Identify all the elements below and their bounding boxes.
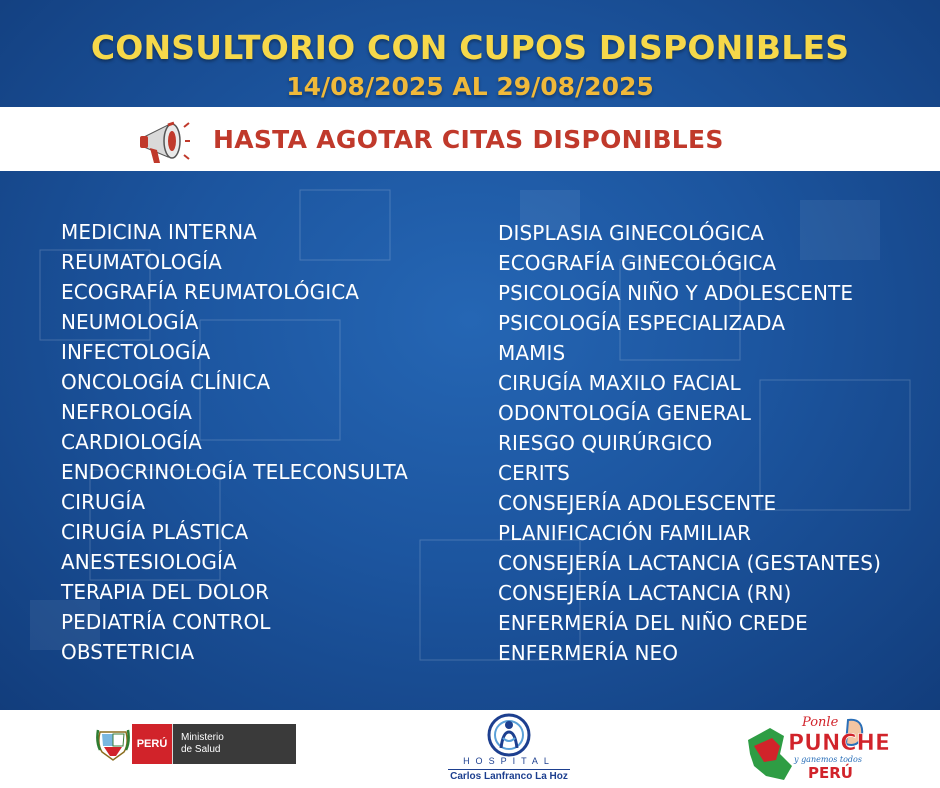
banner-text: HASTA AGOTAR CITAS DISPONIBLES xyxy=(213,125,724,154)
notice-banner xyxy=(0,107,940,171)
service-item: REUMATOLOGÍA xyxy=(61,250,222,274)
service-item: ONCOLOGÍA CLÍNICA xyxy=(61,370,271,394)
service-item: ECOGRAFÍA REUMATOLÓGICA xyxy=(61,280,360,304)
hospital-word: HOSPITAL xyxy=(463,756,555,766)
service-item: ENFERMERÍA NEO xyxy=(498,641,679,665)
hospital-emblem-icon xyxy=(483,712,535,758)
service-item: OBSTETRICIA xyxy=(61,640,195,664)
logo-footer xyxy=(0,710,940,788)
service-item: CARDIOLOGÍA xyxy=(61,430,202,454)
service-item: CONSEJERÍA LACTANCIA (GESTANTES) xyxy=(498,551,881,575)
service-item: PLANIFICACIÓN FAMILIAR xyxy=(498,521,752,545)
service-item: ECOGRAFÍA GINECOLÓGICA xyxy=(498,251,777,275)
peru-label: PERÚ xyxy=(132,724,172,764)
ministry-line-2: de Salud xyxy=(181,744,221,755)
minsa-logo xyxy=(96,724,296,764)
service-item: MAMIS xyxy=(498,341,566,365)
service-item: ENDOCRINOLOGÍA TELECONSULTA xyxy=(61,460,408,484)
service-item: PEDIATRÍA CONTROL xyxy=(61,610,271,634)
service-item: ENFERMERÍA DEL NIÑO CREDE xyxy=(498,611,808,635)
date-range: 14/08/2025 AL 29/08/2025 xyxy=(286,72,654,101)
service-item: ODONTOLOGÍA GENERAL xyxy=(498,401,751,425)
service-item: RIESGO QUIRÚRGICO xyxy=(498,431,713,455)
services-list-left xyxy=(61,219,408,669)
service-item: CIRUGÍA xyxy=(61,490,146,514)
service-item: PSICOLOGÍA ESPECIALIZADA xyxy=(498,311,786,335)
service-item: CONSEJERÍA ADOLESCENTE xyxy=(498,491,777,515)
service-item: ANESTESIOLOGÍA xyxy=(61,550,237,574)
service-item: MEDICINA INTERNA xyxy=(61,220,257,244)
campaign-ponle: Ponle xyxy=(802,715,839,730)
service-item: INFECTOLOGÍA xyxy=(61,340,211,364)
service-item: TERAPIA DEL DOLOR xyxy=(61,580,270,604)
service-item: NEFROLOGÍA xyxy=(61,400,192,424)
ponle-punche-logo xyxy=(740,710,890,786)
service-item: CIRUGÍA PLÁSTICA xyxy=(61,520,249,544)
campaign-punche: PUNCHE xyxy=(788,731,890,756)
campaign-tagline: y ganemos todos xyxy=(794,755,862,764)
service-item: NEUMOLOGÍA xyxy=(61,310,199,334)
page-title: CONSULTORIO CON CUPOS DISPONIBLES xyxy=(90,28,850,67)
ministry-line-1: Ministerio xyxy=(181,732,224,743)
campaign-peru: PERÚ xyxy=(808,764,853,782)
service-item: PSICOLOGÍA NIÑO Y ADOLESCENTE xyxy=(498,281,854,305)
service-item: CERITS xyxy=(498,461,570,485)
ministry-label xyxy=(172,724,296,764)
hospital-logo xyxy=(448,712,570,786)
coat-of-arms-icon xyxy=(96,726,130,762)
megaphone-icon xyxy=(138,113,190,171)
service-item: CONSEJERÍA LACTANCIA (RN) xyxy=(498,581,792,605)
hospital-name: Carlos Lanfranco La Hoz xyxy=(448,769,570,782)
service-item: CIRUGÍA MAXILO FACIAL xyxy=(498,371,741,395)
service-item: DISPLASIA GINECOLÓGICA xyxy=(498,221,765,245)
services-list-right xyxy=(498,220,881,670)
